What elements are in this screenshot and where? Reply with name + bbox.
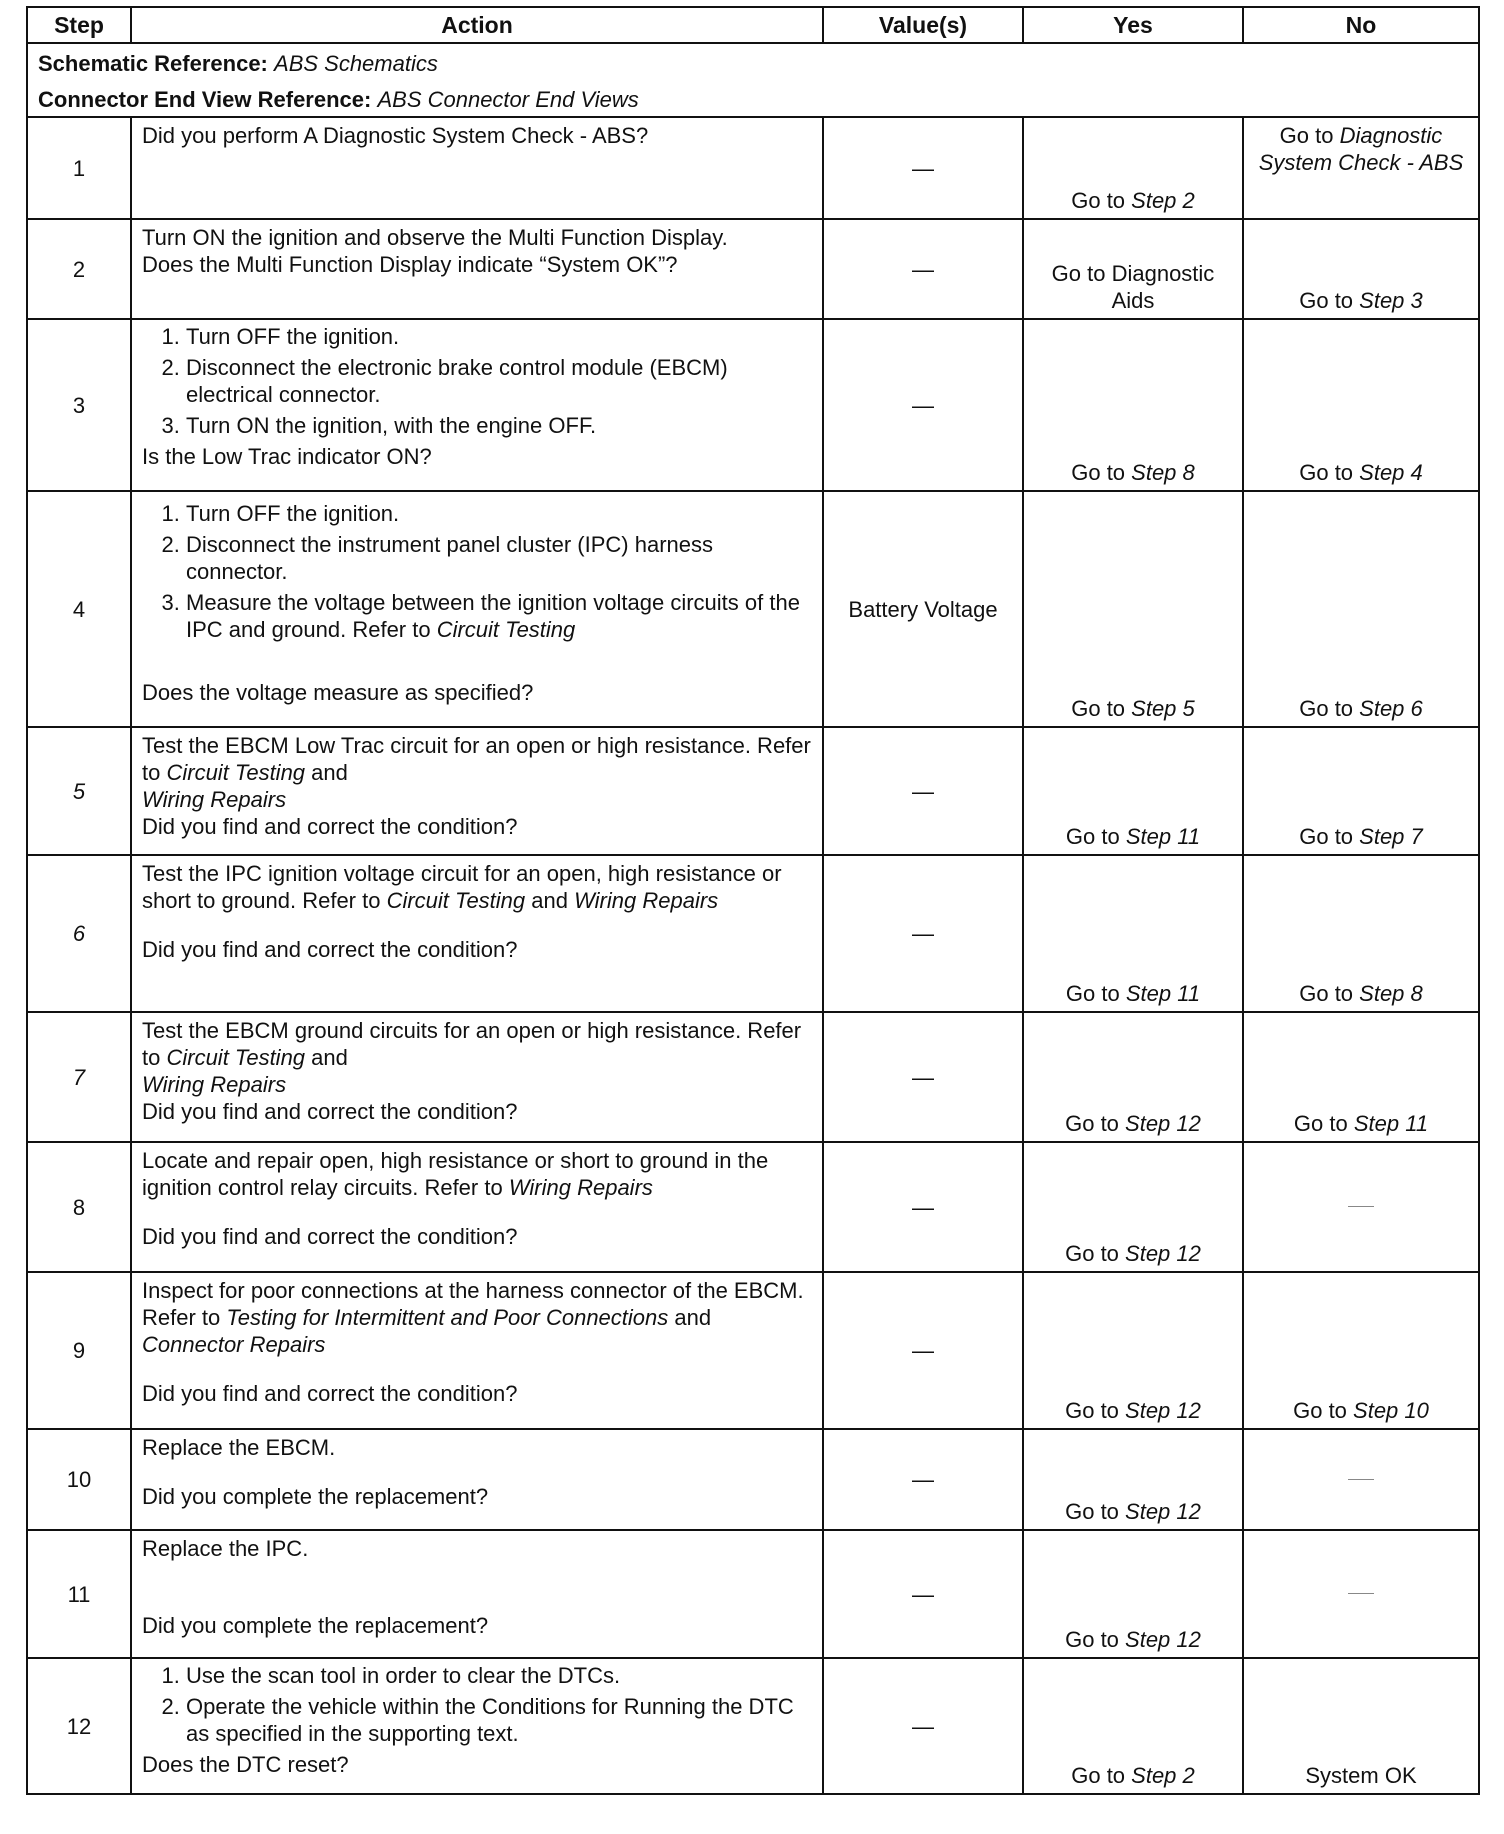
yes-step-link[interactable]: Step 12	[1125, 1627, 1201, 1652]
value-dash: —	[912, 1194, 934, 1220]
no-link[interactable]: Diagnostic System Check - ABS	[1258, 123, 1464, 175]
action-question: Did you find and correct the condition?	[142, 1381, 518, 1406]
action-cell	[131, 319, 823, 491]
no-cell: System OK	[1243, 1658, 1479, 1794]
yes-prefix: Go to	[1065, 981, 1126, 1006]
action-text	[142, 856, 814, 914]
no-prefix: Go to	[1299, 824, 1360, 849]
action-question: Does the Multi Function Display indicate “System OK”?	[142, 252, 678, 277]
circuit-testing-link[interactable]: Circuit Testing	[436, 617, 576, 642]
no-prefix: Go to	[1293, 1398, 1354, 1423]
table-row	[27, 117, 1479, 219]
action-text	[142, 1273, 814, 1358]
action-steps-list	[142, 500, 814, 643]
action-text-join: and	[525, 888, 575, 913]
yes-prefix: Go to	[1071, 460, 1132, 485]
yes-cell	[1023, 1429, 1243, 1530]
wiring-repairs-link[interactable]: Wiring Repairs	[142, 1072, 287, 1097]
table-row	[27, 1272, 1479, 1429]
action-text	[142, 728, 814, 813]
action-question: Did you complete the replacement?	[142, 1484, 489, 1509]
list-item: 3. Turn ON the ignition, with the engine OFF.	[186, 412, 814, 439]
value-dash: —	[912, 1338, 934, 1363]
yes-prefix: Go to	[1065, 1499, 1126, 1524]
yes-cell[interactable]	[1023, 219, 1243, 319]
action-cell	[131, 219, 823, 319]
value-cell	[823, 319, 1023, 491]
yes-cell	[1023, 319, 1243, 491]
value-cell	[823, 1530, 1023, 1658]
action-steps-list	[142, 1662, 814, 1747]
table-row	[27, 491, 1479, 727]
yes-step-link[interactable]: Step 5	[1131, 696, 1195, 721]
no-step-link[interactable]: Step 4	[1359, 460, 1423, 485]
yes-step-link[interactable]: Step 12	[1125, 1398, 1201, 1423]
action-cell	[131, 1012, 823, 1142]
table-row	[27, 219, 1479, 319]
step-number: 11	[27, 1530, 131, 1658]
wiring-repairs-link[interactable]: Wiring Repairs	[508, 1175, 653, 1200]
value-cell	[823, 855, 1023, 1012]
no-prefix: Go to	[1279, 123, 1340, 148]
yes-cell	[1023, 855, 1243, 1012]
action-text: Replace the EBCM.	[142, 1435, 336, 1460]
no-dash	[1348, 1593, 1374, 1594]
no-cell	[1243, 855, 1479, 1012]
list-item: 1. Turn OFF the ignition.	[186, 323, 814, 350]
yes-step-link[interactable]: Step 12	[1125, 1241, 1201, 1266]
action-cell	[131, 117, 823, 219]
table-row	[27, 727, 1479, 855]
action-steps-list	[142, 323, 814, 439]
step-number	[27, 855, 131, 1012]
table-row	[27, 1658, 1479, 1794]
no-cell	[1243, 1530, 1479, 1658]
yes-step-link[interactable]: Step 11	[1125, 981, 1201, 1006]
action-text	[142, 1143, 814, 1201]
action-text-body: Locate and repair open, high resistance or short to ground in the ignition control relay circuits. Refer to	[142, 1148, 769, 1200]
connector-repairs-link[interactable]: Connector Repairs	[142, 1332, 326, 1357]
action-question: Does the voltage measure as specified?	[142, 680, 534, 705]
no-step-link[interactable]: Step 11	[1353, 1111, 1429, 1136]
value-dash: —	[912, 155, 934, 181]
yes-cell	[1023, 1272, 1243, 1429]
schematic-reference-row	[27, 43, 1479, 80]
no-cell	[1243, 1012, 1479, 1142]
intermittent-testing-link[interactable]: Testing for Intermittent and Poor Connections	[226, 1305, 669, 1330]
yes-cell	[1023, 1530, 1243, 1658]
circuit-testing-link[interactable]: Circuit Testing	[386, 888, 526, 913]
value-dash: —	[912, 392, 934, 418]
action-cell	[131, 1530, 823, 1658]
table-row	[27, 1530, 1479, 1658]
action-question: Is the Low Trac indicator ON?	[142, 444, 432, 469]
diagnostic-table-page	[26, 6, 1478, 1795]
value-dash: —	[912, 1064, 934, 1090]
yes-cell	[1023, 1012, 1243, 1142]
circuit-testing-link[interactable]: Circuit Testing	[166, 1045, 306, 1070]
no-cell	[1243, 727, 1479, 855]
list-item: 1. Use the scan tool in order to clear the DTCs.	[186, 1662, 814, 1689]
step-number-text: 6	[72, 921, 86, 946]
yes-step-link[interactable]: Step 2	[1131, 188, 1195, 213]
action-question: Did you find and correct the condition?	[142, 1224, 518, 1249]
no-prefix: Go to	[1293, 1111, 1354, 1136]
yes-prefix: Go to	[1065, 1627, 1126, 1652]
table-row	[27, 1429, 1479, 1530]
table-row	[27, 1012, 1479, 1142]
action-cell	[131, 1272, 823, 1429]
action-question: Did you complete the replacement?	[142, 1613, 489, 1638]
action-cell	[131, 1658, 823, 1794]
step-number: 8	[27, 1142, 131, 1272]
action-question: Did you find and correct the condition?	[142, 814, 518, 839]
no-prefix: Go to	[1299, 288, 1360, 313]
list-item: 2. Operate the vehicle within the Conditions for Running the DTC as specified in the supporting text.	[186, 1693, 814, 1747]
step-number: 1	[27, 117, 131, 219]
yes-link[interactable]: Go to Diagnostic Aids	[1051, 261, 1215, 313]
action-text-join: and	[668, 1305, 712, 1330]
action-text-join: and	[305, 760, 348, 785]
value-cell	[823, 219, 1023, 319]
value-dash: —	[912, 1467, 934, 1492]
no-dash	[1348, 1206, 1374, 1207]
no-step-link[interactable]: Step 10	[1353, 1398, 1429, 1423]
list-item: 2. Disconnect the instrument panel cluster (IPC) harness connector.	[186, 531, 814, 585]
no-step-link[interactable]: Step 8	[1359, 981, 1423, 1006]
action-text-body: Test the EBCM ground circuits for an open or high resistance. Refer to	[142, 1018, 802, 1070]
connector-reference-label: Connector End View Reference:	[38, 86, 372, 112]
no-cell	[1243, 219, 1479, 319]
value-cell	[823, 117, 1023, 219]
value-cell	[823, 1429, 1023, 1530]
table-row	[27, 1142, 1479, 1272]
yes-cell	[1023, 117, 1243, 219]
yes-cell	[1023, 491, 1243, 727]
yes-prefix: Go to	[1065, 824, 1126, 849]
header-step: Step	[27, 7, 131, 43]
yes-prefix: Go to	[1065, 1241, 1126, 1266]
table-row	[27, 855, 1479, 1012]
no-cell	[1243, 1142, 1479, 1272]
table-row	[27, 319, 1479, 491]
diagnostic-table	[26, 6, 1480, 1795]
yes-prefix: Go to	[1071, 1763, 1132, 1788]
action-text: Replace the IPC.	[142, 1536, 309, 1561]
value-cell	[823, 1142, 1023, 1272]
no-cell	[1243, 1429, 1479, 1530]
no-step-link[interactable]: Step 3	[1359, 288, 1423, 313]
step-number-text: 7	[72, 1064, 86, 1090]
yes-prefix: Go to	[1065, 1398, 1126, 1423]
schematic-reference-link[interactable]: ABS Schematics	[274, 50, 438, 76]
wiring-repairs-link[interactable]: Wiring Repairs	[574, 888, 719, 913]
value-dash: —	[912, 256, 934, 282]
no-prefix: Go to	[1299, 696, 1360, 721]
step-number: 12	[27, 1658, 131, 1794]
header-no: No	[1243, 7, 1479, 43]
header-yes: Yes	[1023, 7, 1243, 43]
action-text-join: and	[305, 1045, 348, 1070]
header-row	[27, 7, 1479, 43]
no-cell	[1243, 491, 1479, 727]
list-item-text: Measure the voltage between the ignition voltage circuits of the IPC and ground. Refer to	[186, 590, 800, 642]
header-action: Action	[131, 7, 823, 43]
action-text-body: Test the IPC ignition voltage circuit for an open, high resistance or short to ground. Refer to	[142, 861, 782, 913]
yes-step-link[interactable]: Step 2	[1131, 1763, 1195, 1788]
yes-cell	[1023, 1142, 1243, 1272]
yes-prefix: Go to	[1071, 696, 1132, 721]
yes-step-link[interactable]: Step 8	[1131, 460, 1195, 485]
action-cell	[131, 491, 823, 727]
step-number: 2	[27, 219, 131, 319]
list-item: 2. Disconnect the electronic brake control module (EBCM) electrical connector.	[186, 354, 814, 408]
action-cell	[131, 855, 823, 1012]
connector-reference-row	[27, 80, 1479, 117]
action-text-body: Inspect for poor connections at the harness connector of the EBCM. Refer to	[142, 1278, 804, 1330]
yes-step-link[interactable]: Step 11	[1125, 824, 1201, 849]
value-dash: —	[912, 778, 934, 804]
no-dash	[1348, 1479, 1374, 1480]
action-cell	[131, 727, 823, 855]
value-dash: —	[912, 921, 934, 946]
step-number: 9	[27, 1272, 131, 1429]
action-text: Did you perform A Diagnostic System Check - ABS?	[142, 123, 649, 148]
no-step-link[interactable]: Step 6	[1359, 696, 1423, 721]
action-text-body: Test the EBCM Low Trac circuit for an open or high resistance. Refer to	[142, 733, 811, 785]
no-cell	[1243, 1272, 1479, 1429]
yes-cell	[1023, 1658, 1243, 1794]
step-number	[27, 727, 131, 855]
value-cell: Battery Voltage	[823, 491, 1023, 727]
action-question: Does the DTC reset?	[142, 1752, 349, 1777]
no-prefix: Go to	[1299, 460, 1360, 485]
action-text: Turn ON the ignition and observe the Multi Function Display.	[142, 225, 728, 250]
step-number: 4	[27, 491, 131, 727]
wiring-repairs-link[interactable]: Wiring Repairs	[142, 787, 287, 812]
no-step-link[interactable]: Step 7	[1359, 824, 1423, 849]
action-question: Did you find and correct the condition?	[142, 1099, 518, 1124]
yes-step-link[interactable]: Step 12	[1125, 1499, 1201, 1524]
step-number	[27, 1012, 131, 1142]
action-question: Did you find and correct the condition?	[142, 937, 518, 962]
no-cell	[1243, 319, 1479, 491]
value-cell	[823, 727, 1023, 855]
action-cell	[131, 1429, 823, 1530]
step-number: 10	[27, 1429, 131, 1530]
value-cell	[823, 1012, 1023, 1142]
value-cell	[823, 1658, 1023, 1794]
action-cell	[131, 1142, 823, 1272]
list-item	[186, 589, 814, 643]
circuit-testing-link[interactable]: Circuit Testing	[166, 760, 306, 785]
action-text	[142, 1013, 814, 1098]
no-prefix: Go to	[1299, 981, 1360, 1006]
yes-cell	[1023, 727, 1243, 855]
value-dash: —	[912, 1713, 934, 1739]
yes-prefix: Go to	[1071, 188, 1132, 213]
value-dash: —	[912, 1581, 934, 1607]
header-values: Value(s)	[823, 7, 1023, 43]
connector-reference-link[interactable]: ABS Connector End Views	[377, 86, 639, 112]
schematic-reference-label: Schematic Reference:	[38, 50, 268, 76]
value-cell	[823, 1272, 1023, 1429]
no-cell	[1243, 117, 1479, 219]
yes-prefix: Go to	[1065, 1111, 1126, 1136]
step-number: 3	[27, 319, 131, 491]
step-number-text: 5	[72, 778, 86, 804]
list-item: 1. Turn OFF the ignition.	[186, 500, 814, 527]
yes-step-link[interactable]: Step 12	[1125, 1111, 1201, 1136]
